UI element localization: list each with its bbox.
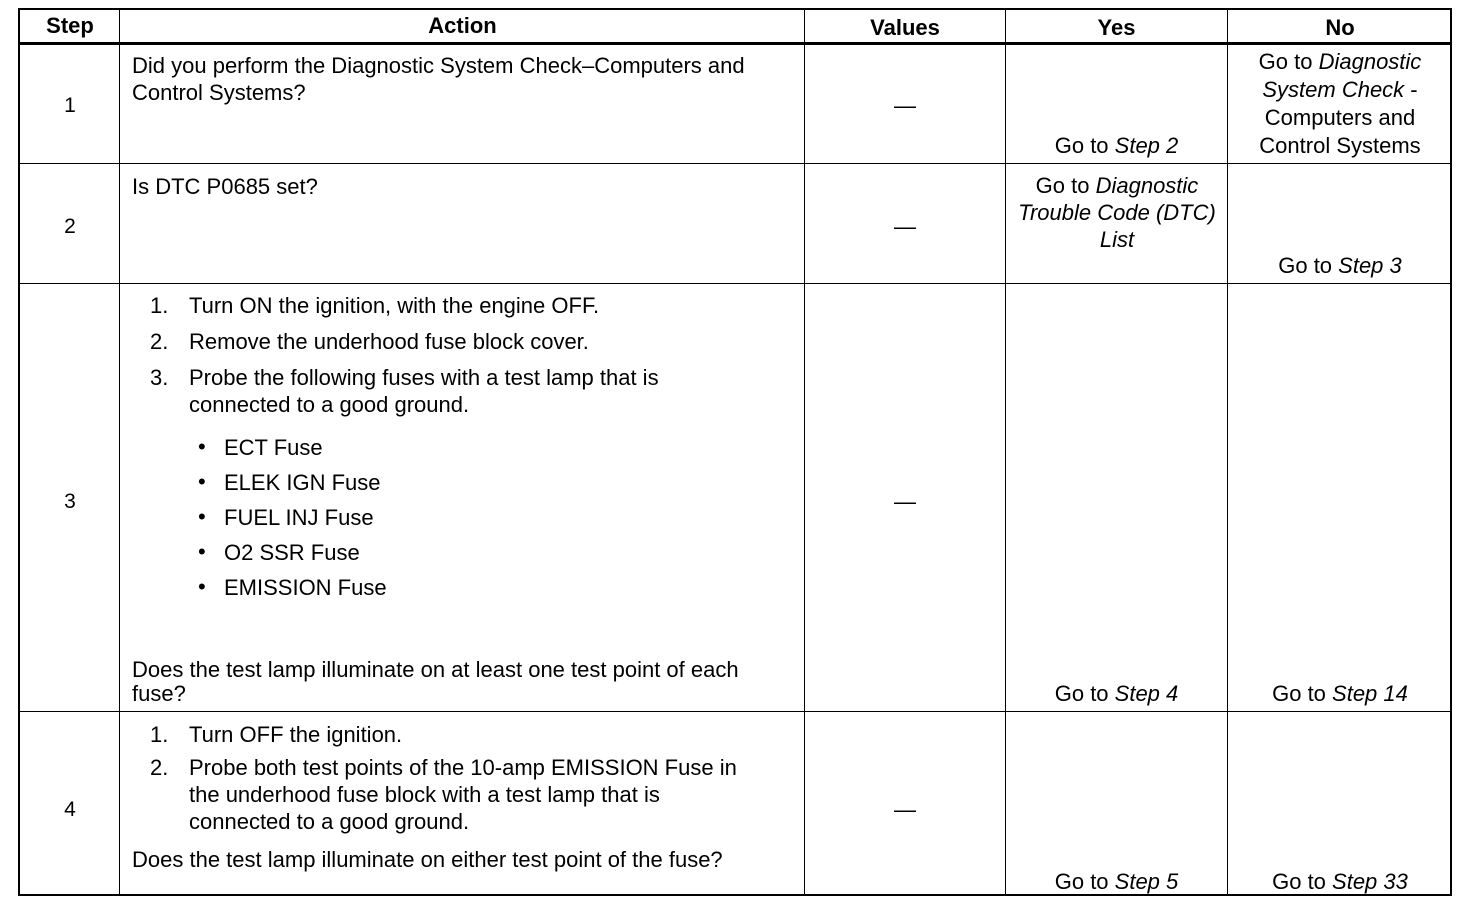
- fuse-item: • EMISSION Fuse: [198, 574, 387, 600]
- header-step: Step: [46, 13, 94, 38]
- values-cell: —: [894, 93, 916, 118]
- action-question: Does the test lamp illuminate on either test point of the fuse?: [132, 847, 723, 872]
- procedure-step: 1. Turn OFF the ignition.: [150, 722, 403, 747]
- yes-cell: Go to Step 5: [1054, 869, 1179, 894]
- no-cell: Go to Step 33: [1272, 869, 1408, 894]
- action-procedure: [132, 721, 802, 844]
- fuse-item: • O2 SSR Fuse: [198, 539, 360, 565]
- values-cell: —: [894, 214, 916, 239]
- step-number: 1: [64, 94, 76, 117]
- header-no: No: [1325, 15, 1355, 40]
- procedure-step: 2. Probe both test points of the 10-amp EMISSION Fuse in the underhood fuse block with a test lamp that is connected to a good ground.: [150, 755, 737, 834]
- row-divider: [20, 163, 1450, 164]
- values-cell: —: [894, 489, 916, 514]
- step-number: 3: [64, 490, 76, 513]
- action-procedure: [132, 292, 802, 605]
- header-divider: [20, 42, 1450, 45]
- step-number: 2: [64, 215, 76, 238]
- yes-cell: Go to Step 4: [1054, 681, 1179, 706]
- no-cell: Go to Step 14: [1272, 681, 1408, 706]
- procedure-step: 2. Remove the underhood fuse block cover.: [150, 329, 589, 354]
- header-yes: Yes: [1097, 15, 1136, 40]
- fuse-item: • ECT Fuse: [198, 434, 323, 460]
- header-values: Values: [870, 15, 940, 40]
- fuse-item: • ELEK IGN Fuse: [198, 469, 381, 495]
- action-text: Did you perform the Diagnostic System Check–Computers and Control Systems?: [132, 53, 745, 105]
- step-number: 4: [64, 798, 76, 821]
- yes-cell: Go to Diagnostic Trouble Code (DTC) List: [1018, 173, 1216, 252]
- procedure-step: 3. Probe the following fuses with a test lamp that is connected to a good ground.: [150, 365, 659, 417]
- row-divider: [20, 283, 1450, 284]
- column-divider: [119, 10, 120, 894]
- procedure-step: 1. Turn ON the ignition, with the engine OFF.: [150, 293, 600, 318]
- no-cell: Go to Diagnostic System Check - Computers and Control Systems: [1258, 49, 1422, 158]
- fuse-item: • FUEL INJ Fuse: [198, 504, 374, 530]
- row-divider: [20, 711, 1450, 712]
- action-question: Does the test lamp illuminate on at least one test point of each fuse?: [132, 657, 739, 706]
- header-action: Action: [428, 13, 497, 38]
- diagnostic-table: [18, 8, 1452, 896]
- yes-cell: Go to Step 2: [1054, 133, 1179, 158]
- values-cell: —: [894, 797, 916, 822]
- action-text: Is DTC P0685 set?: [132, 174, 318, 199]
- column-divider: [804, 10, 805, 894]
- no-cell: Go to Step 3: [1278, 253, 1402, 278]
